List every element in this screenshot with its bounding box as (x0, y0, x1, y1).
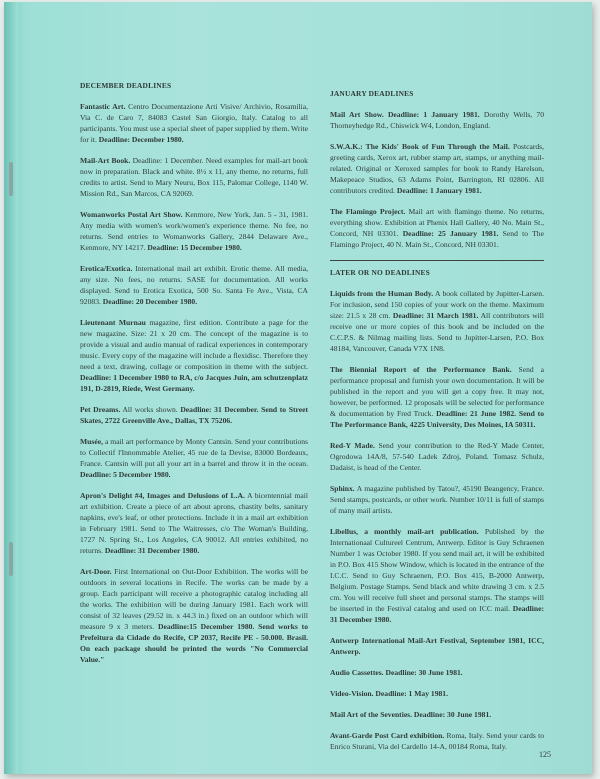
entry-deadline: Deadline: 1 January 1981. (387, 110, 480, 119)
entry-body: magazine, first edition. Contribute a page for the new magazine. Size: 21 x 20 cm. The concept of the magazine is to provide a visual and audio manual of radical experiences in contemporary music. Every copy of the magazine will include a flexidisc. Therefore they need a text, drawing, collage or composition in theme with the subject. (80, 318, 309, 371)
entry-deadline: Deadline: 25 January 1981. (402, 229, 499, 238)
entry-deadline: Deadline: 21 June 1982. Send to The Performance Bank, 4225 University, Des Moines, IA 50311. (330, 409, 545, 429)
later-entry (330, 526, 544, 625)
entry-title: Mail Art of the Seventies. Deadline: 30 June 1981. (330, 710, 492, 719)
later-entry (330, 730, 544, 752)
entry-title: Erotica/Exotica. (80, 264, 133, 273)
entry-title: S.W.A.K.: The Kids' Book of Fun Through the Mail. (330, 142, 510, 151)
entry-deadline: Deadline: 5 December 1980. (80, 470, 171, 479)
january-entry (330, 141, 544, 196)
december-entry (80, 263, 308, 307)
entry-tail: Send to The Flamingo Project, 40 N. Main St., Concord, NH 03301. (330, 229, 544, 249)
entry-deadline: Deadline: 31 December. Send to Street Skates, 2722 Greenville Ave., Dallas, TX 75206. (80, 405, 308, 425)
entry-body: Send your contribution to the Red-Y Made Center, Ogrodowa 14A/8, 57-540 Ladek Zdroj, Poland. Tomasz Schulz, Dadaist, is head of the Center. (330, 441, 545, 472)
entry-deadline: Deadline:15 December 1980. Send works to Prefeitura da Cidade do Recife, CP 2037, Recife PE - 50.000. Brasil. On each package should be printed the words "No Commercial Value." (80, 622, 308, 664)
entry-title: Art-Door. (80, 567, 112, 576)
entry-title: Mail-Art Book. (80, 156, 131, 165)
later-entry (330, 635, 544, 657)
entry-deadline: Deadline: 31 March 1981. (392, 311, 479, 320)
december-entry (80, 436, 308, 480)
entry-body: Send a performance proposal and furnish your own documentation. It will be published in the report and you will get a copy free. It may not, however, be performed. 12 proposals will be selected for performance & documentation by Fred Truck. (330, 365, 544, 418)
entry-deadline: Deadline: 15 December 1980. (147, 243, 242, 252)
december-entry (80, 101, 308, 145)
later-entry (330, 440, 544, 473)
entry-body: Kenmore, New York, Jan. 5 - 31, 1981. Any media with women's work/women's experience theme. No fee, no returns. Send entries to Womanworks Gallery, 2844 Delaware Ave., Kenmore, NY 14217. (80, 210, 308, 252)
january-heading: JANUARY DEADLINES (330, 89, 414, 98)
entry-deadline: Deadline: December 1980. (98, 135, 184, 144)
entry-title: Libellus, a monthly mail-art publication. (330, 527, 479, 536)
staple (9, 542, 13, 576)
entry-title: Liquids from the Human Body. (330, 289, 434, 298)
later-heading: LATER OR NO DEADLINES (330, 268, 430, 277)
entry-title: Audio Cassettes. Deadline: 30 June 1981. (330, 668, 463, 677)
section-divider (330, 260, 544, 261)
left-column (80, 80, 308, 675)
december-entry (80, 317, 308, 394)
entry-title: Sphinx. (330, 484, 355, 493)
entry-title: Fantastic Art. (80, 102, 126, 111)
entry-body: A book collated by Jupitter-Larsen. For inclusion, send 150 copies of your work on the theme. Maximum size: 21.5 x 28 cm. (330, 289, 544, 320)
entry-body: Postcards, greeting cards, Xerox art, rubber stamp art, stamps, or anything mail-related. Original or Xeroxed samples for book to Randy Harelson, Makepeace Studios, 63 Adams Point, Barrington, RI 02806. All contributors credited. (330, 142, 544, 195)
december-entry (80, 566, 308, 665)
later-list (330, 288, 544, 752)
later-entry (330, 364, 544, 430)
entry-title: Mail Art Show. (330, 110, 384, 119)
entry-title: The Flamingo Project. (330, 207, 406, 216)
page-sheet (4, 2, 592, 774)
entry-title: Lieutenant Murnau (80, 318, 146, 327)
entry-title: Antwerp International Mail-Art Festival, September 1981, ICC, Antwerp. (330, 636, 544, 656)
december-entry (80, 404, 308, 426)
entry-body: A magazine published by Tatou?, 45190 Beaugency, France. Send stamps, postcards, or other work. Number 10/11 is full of stamps of many mail artists. (330, 484, 545, 515)
january-entry (330, 206, 544, 250)
entry-tail: Dorothy Wells, 70 Thorneyhedge Rd., Chiswick W4, London, England. (330, 110, 544, 130)
entry-body: Mail art with flamingo theme. No returns, everything show. Exhibition at Phenix Hall Gallery, 40 No. Main St., Concord, NH 03301. (330, 207, 544, 238)
entry-body: Deadline: 1 December. Need examples for mail-art book now in preparation. Black and white. 8½ x 11, any theme, no returns, full credits to artist. Send to Mary Neuru, Box 115, Palomar College, 1140 W. Mission Rd., San Marcos, CA 92069. (80, 156, 308, 198)
entry-body: A bicentennial mail art exhibition. Create a piece of art about aprons, chastity belts, sanitary napkins, eve's leaf, or other protections. Include it in a mail art exhibition in February 1981. Send to The Waitresses, c/o The Woman's Building, 1727 N. Spring St., Los Angeles, CA 90012. All entries exhibited, no returns. (80, 491, 308, 555)
right-column (330, 88, 544, 762)
entry-title: Red-Y Made. (330, 441, 375, 450)
entry-title: Pet Dreams. (80, 405, 121, 414)
december-entry (80, 155, 308, 199)
entry-body: a mail art performance by Monty Cantsin. Send your contributions to Collectif l'Innommable Atelier, 45 rue de la Devise, 83000 Bordeaux, France. Cantsin will put all your art in a barrel and throw it in the ocean. (80, 437, 308, 468)
entry-body: All works shown. (120, 405, 181, 414)
entry-title: Musée, (80, 437, 103, 446)
december-list (80, 101, 308, 665)
later-entry (330, 483, 544, 516)
entry-title: Apron's Delight #4, Images and Delusions of L.A. (80, 491, 245, 500)
december-entry (80, 490, 308, 556)
entry-body: First International on Out-Door Exhibition. The works will be outdoors in several locations in Recife. The works can be made by a group. Each participant will receive a photographic catalog including all the works. The exhibition will be during January 1981. Each work will consist of 32 leaves (29.52 in. x 44.3 in.) fixed on an outdoor which will measure 9 x 3 meters. (80, 567, 308, 631)
entry-body: International mail art exhibit. Erotic theme. All media, any size. No fees, no returns. SASE for documentation. All works displayed. Send to Erotica Exotica, 500 So. Santa Fe Ave., Vista, CA 92083. (80, 264, 308, 306)
page-spine (4, 2, 18, 774)
entry-title: Avant-Garde Post Card exhibition. (330, 731, 445, 740)
later-entry (330, 709, 544, 720)
entry-deadline: Deadline: 31 December 1980. (330, 604, 544, 624)
december-heading: DECEMBER DEADLINES (80, 81, 172, 90)
entry-deadline: Deadline: 1 December 1980 to RA, c/o Jacques Juin, am schutzenplatz 191, D-2819, Riede, West Germany. (80, 373, 308, 393)
entry-title: Video-Vision. Deadline: 1 May 1981. (330, 689, 448, 698)
later-entry (330, 288, 544, 354)
entry-deadline: Deadline: 20 December 1980. (102, 297, 198, 306)
later-entry (330, 688, 544, 699)
january-list (330, 109, 544, 250)
entry-deadline: Deadline: 1 January 1981. (396, 186, 482, 195)
staple (9, 162, 13, 196)
entry-deadline: Deadline: 31 December 1980. (104, 546, 200, 555)
entry-body: Published by the Internationaal Cultureel Centrum, Antwerp. Editor is Guy Schraenen Number 1 was October 1980. If you send mail art, it will be exhibited in P.O. Box 415 Show Window, which is located in the entrance of the I.C.C. Send to Guy Schraenen, P.O. Box 415, B-2000 Antwerp, Belgium. Postage Stamps. Send black and white drawing 3 cm. x 2.5 cm. You will receive full sheet and personal stamps. The stamps will be inserted in the Festival catalog and used on ICC mail. (330, 527, 544, 613)
december-entry (80, 209, 308, 253)
later-entry (330, 667, 544, 678)
entry-tail: All contributors will receive one or more copies of this book and be included on the C.C.P.S. & Nilmag mailing lists. Send to Jupitter-Larsen, P.O. Box 48184, Vancouver, Canada V7X 1N8. (330, 311, 545, 353)
page-number: 125 (539, 750, 551, 759)
entry-title: The Biennial Report of the Performance Bank. (330, 365, 512, 374)
entry-title: Womanworks Postal Art Show. (80, 210, 183, 219)
january-entry (330, 109, 544, 131)
entry-body: Centro Documentazione Arti Visive/ Archivio, Rosamilia, Via C. de Caro 7, 84083 Castel San Giorgio, Italy. Catalog to all participants. You must use a special sheet of paper supplied by them. Write for it. (80, 102, 308, 144)
entry-body: Roma, Italy. Send your cards to Enrico Sturani, Via del Cardello 14-A, 00184 Roma, Italy. (330, 731, 544, 751)
